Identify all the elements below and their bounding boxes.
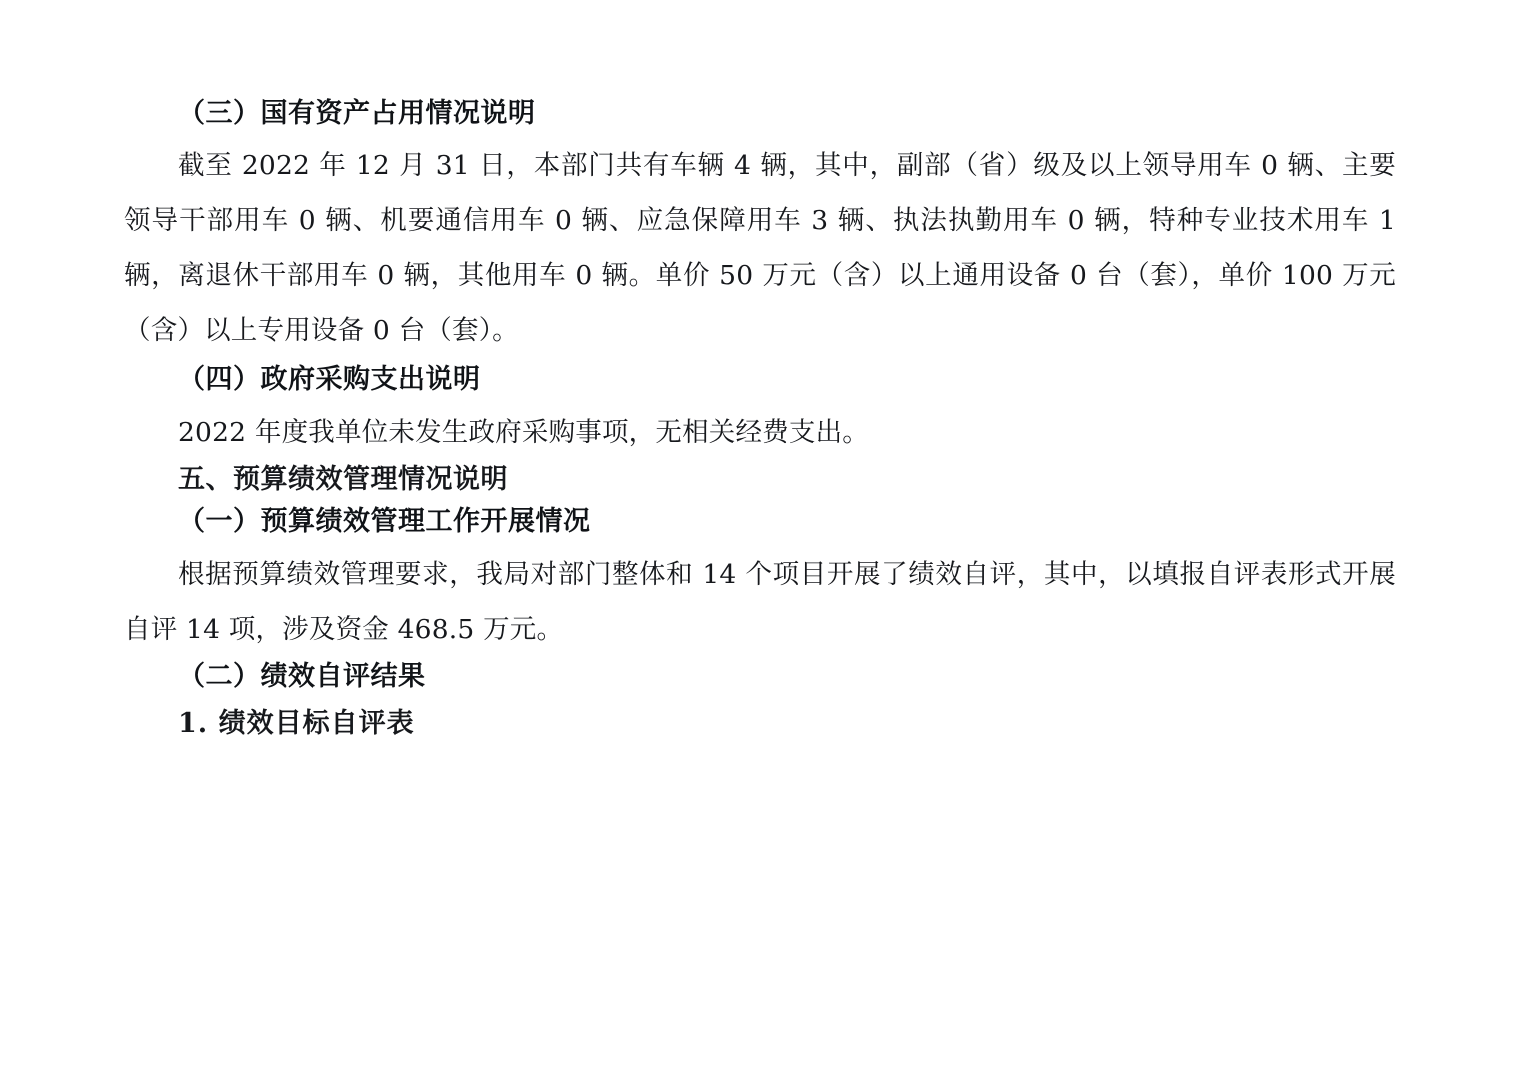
paragraph-government-procurement: 2022 年度我单位未发生政府采购事项，无相关经费支出。 bbox=[178, 416, 869, 448]
heading-state-assets: （三）国有资产占用情况说明 bbox=[178, 98, 536, 129]
heading-section-five: 五、预算绩效管理情况说明 bbox=[178, 463, 508, 495]
document-content bbox=[124, 96, 1396, 740]
heading-performance-target-table: 1. 绩效目标自评表 bbox=[178, 708, 415, 740]
heading-performance-result: （二）绩效自评结果 bbox=[178, 660, 426, 692]
heading-performance-work: （一）预算绩效管理工作开展情况 bbox=[178, 506, 591, 538]
heading-government-procurement: （四）政府采购支出说明 bbox=[178, 364, 481, 396]
paragraph-performance-work: 根据预算绩效管理要求，我局对部门整体和 14 个项目开展了绩效自评，其中，以填报自评表形式开展自评 14 项，涉及资金 468.5 万元。 bbox=[124, 558, 1396, 645]
paragraph-state-assets: 截至 2022 年 12 月 31 日，本部门共有车辆 4 辆，其中，副部（省）级及以上领导用车 0 辆、主要领导干部用车 0 辆、机要通信用车 0 辆、应急保障用车 3 辆、执法执勤用车 0 辆，特种专业技术用车 1 辆，离退休干部用车 0 辆，其他用车 0 辆。单价 50 万元（含）以上通用设备 0 台（套），单价 100 万元（含）以上专用设备 0 台（套）。 bbox=[124, 150, 1396, 347]
